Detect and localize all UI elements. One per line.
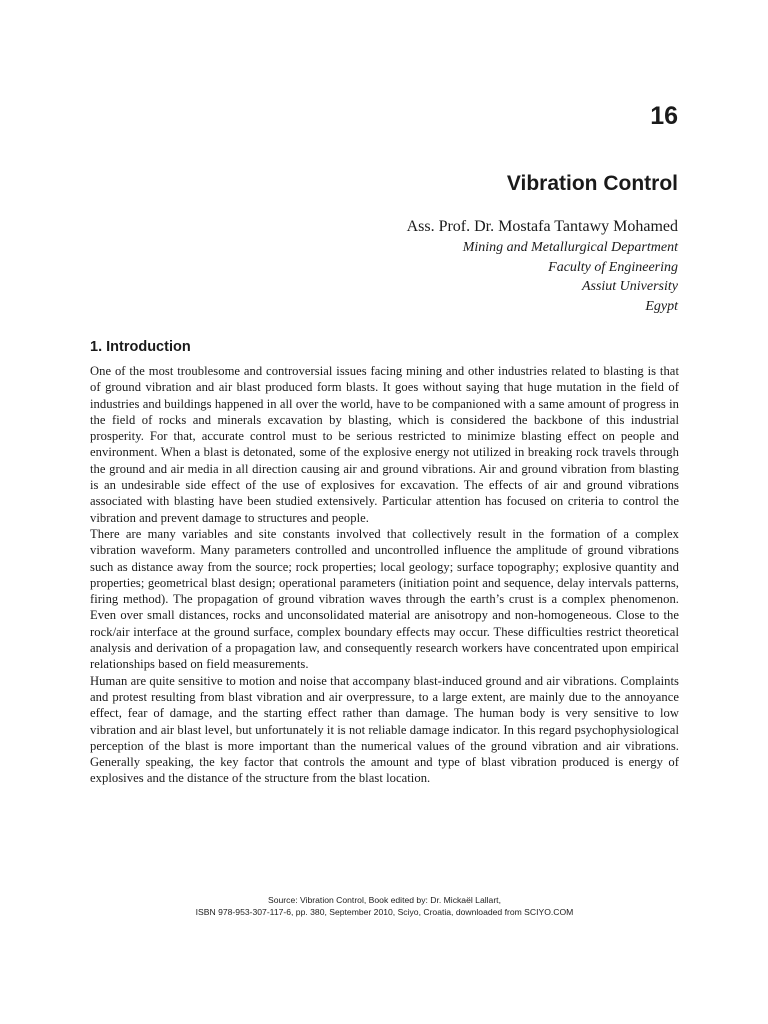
affiliation-country: Egypt bbox=[645, 298, 678, 314]
chapter-title: Vibration Control bbox=[506, 172, 678, 195]
source-line: Source: Vibration Control, Book edited by: Dr. Mickaël Lallart, bbox=[268, 895, 501, 905]
author-name: Ass. Prof. Dr. Mostafa Tantawy Mohamed bbox=[406, 218, 678, 235]
chapter-number: 16 bbox=[650, 102, 678, 130]
source-line: ISBN 978-953-307-117-6, pp. 380, September 2010, Sciyo, Croatia, downloaded from SCIYO.COM bbox=[195, 907, 574, 917]
author-block bbox=[407, 216, 678, 316]
section-heading: 1. Introduction bbox=[90, 339, 191, 355]
paragraph: One of the most troublesome and controversial issues facing mining and other industries related to blasting is that of ground vibration and air blast produced form blasts. It goes without saying that huge mutation in the field of industries and buildings happened in all over the world, have to be companioned with a same amount of progress in the field of rocks and minerals excavation by blasting, which is considered the backbone of this industrial prosperity. For that, accurate control must to be serious restricted to minimize blasting effect on people and environment. When a blast is detonated, some of the explosive energy not utilized in breaking rock travels through the ground and air media in all direction causing air and ground vibrations. Air and ground vibration from blasting is an undesirable side effect of the use of explosives for excavation. The effects of air and ground vibrations associated with blasting have been studied extensively. Particular attention has focused on criteria to control the vibration and prevent damage to structures and people. bbox=[90, 364, 679, 525]
affiliation-university: Assiut University bbox=[581, 279, 678, 294]
affiliation-department: Mining and Metallurgical Department bbox=[462, 240, 678, 255]
section-body bbox=[90, 363, 679, 787]
affiliation-faculty: Faculty of Engineering bbox=[548, 259, 678, 275]
paragraph: Human are quite sensitive to motion and noise that accompany blast-induced ground and air vibrations. Complaints and protest resulting from blast vibration and air overpressure, to a large extent, are mainly due to the annoyance effect, fear of damage, and the starting effect rather than damage. The human body is very sensitive to low vibration and air blast level, but unfortunately it is not reliable damage indicator. In this regard psychophysiological perception of the blast is more important than the numerical values of the ground vibration and air vibrations. Generally speaking, the key factor that controls the amount and type of blast vibration produced is energy of explosives and the distance of the structure from the blast location. bbox=[90, 673, 679, 786]
paragraph: There are many variables and site constants involved that collectively result in the formation of a complex vibration waveform. Many parameters controlled and uncontrolled influence the amplitude of ground vibrations such as distance away from the source; rock properties; local geology; surface topography; explosive quantity and properties; geometrical blast design; operational parameters (initiation point and sequence, delay intervals patterns, firing method). The propagation of ground vibration waves through the earth’s crust is a complex phenomenon. Even over small distances, rocks and unconsolidated material are anisotropy and non-homogeneous. Close to the rock/air interface at the ground surface, complex boundary effects may occur. These difficulties restrict theoretical analysis and derivation of a propagation law, and consequently research workers have concentrated upon empirical relationships based on field measurements. bbox=[90, 526, 679, 672]
source-footnote bbox=[90, 894, 679, 918]
